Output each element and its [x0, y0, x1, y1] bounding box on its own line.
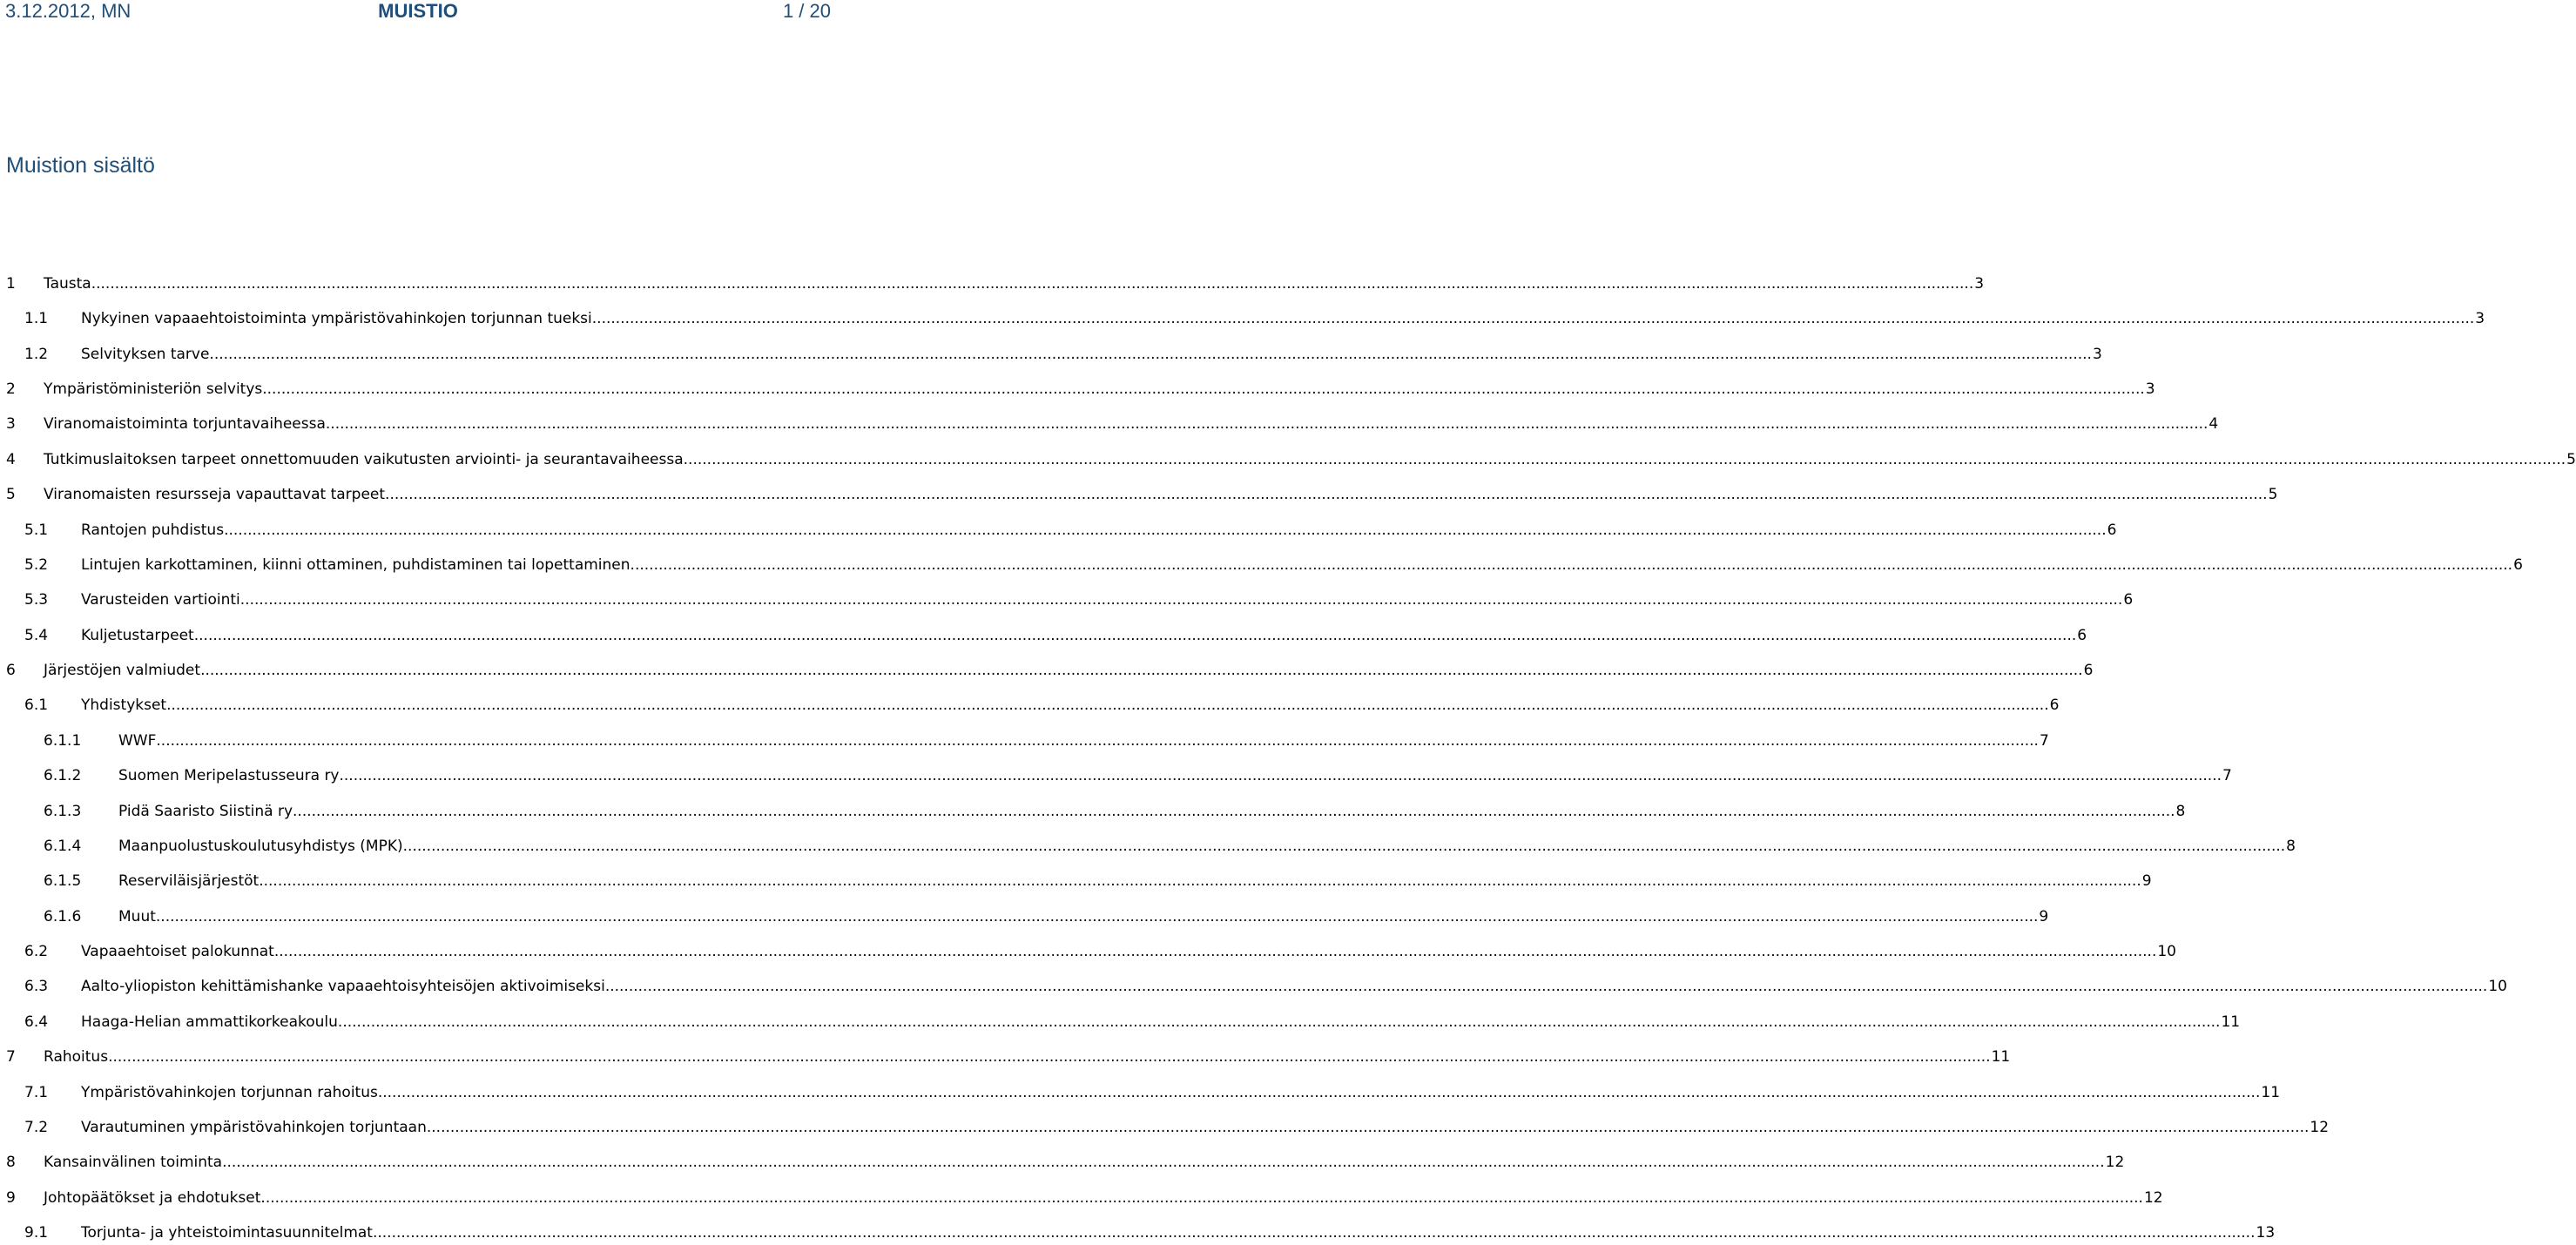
toc-entry[interactable]	[0, 1117, 2330, 1138]
toc-entry[interactable]	[0, 660, 2094, 681]
toc-entry-number: 6.2	[24, 943, 49, 960]
toc-entry-title: Suomen Meripelastusseura ry	[118, 767, 340, 784]
toc-entry-title: Tutkimuslaitoksen tarpeet onnettomuuden vaikutusten arviointi- ja seurantavaiheessa	[44, 451, 684, 468]
toc-entry-number: 6.1.1	[44, 732, 82, 750]
toc-entry-title: Tausta	[44, 275, 91, 293]
toc-entry-page: 8	[2175, 803, 2186, 820]
toc-entry-page: 11	[1991, 1048, 2011, 1066]
toc-entry[interactable]	[0, 589, 2134, 610]
toc-entry-page: 3	[1974, 275, 1985, 293]
toc-entry-title: Vapaaehtoiset palokunnat	[81, 943, 274, 960]
toc-entry[interactable]	[0, 730, 2049, 751]
toc-entry-page: 6	[2049, 697, 2060, 714]
toc-entry[interactable]	[0, 484, 2278, 505]
toc-dot-leader: ................................................................................................................................................................................................................................................................................................................................................................................................................	[372, 1224, 2256, 1242]
toc-entry-title: Viranomaistoiminta torjuntavaiheessa	[44, 415, 326, 433]
toc-dot-leader: ................................................................................................................................................................................................................................................................................................................................................................................................................	[426, 1119, 2310, 1136]
header-page-number: 1 / 20	[782, 0, 831, 22]
toc-entry[interactable]	[0, 1046, 2011, 1067]
toc-dot-leader: ................................................................................................................................................................................................................................................................................................................................................................................................................	[337, 1013, 2221, 1031]
toc-entry[interactable]	[0, 906, 2049, 927]
toc-entry-title: Nykyinen vapaaehtoistoiminta ympäristövahinkojen torjunnan tueksi	[81, 310, 592, 327]
toc-entry-number: 1	[6, 275, 16, 293]
toc-entry[interactable]	[0, 273, 1985, 294]
toc-entry-title: Pidä Saaristo Siistinä ry	[118, 803, 293, 820]
toc-entry-page: 9	[2039, 908, 2049, 925]
toc-entry[interactable]	[0, 344, 2102, 365]
toc-dot-leader: ................................................................................................................................................................................................................................................................................................................................................................................................................	[273, 943, 2157, 960]
toc-entry[interactable]	[0, 871, 2152, 892]
toc-entry-number: 4	[6, 451, 16, 468]
toc-entry-number: 6.3	[24, 978, 49, 995]
toc-entry[interactable]	[0, 308, 2485, 329]
toc-entry-number: 9.1	[24, 1224, 49, 1242]
toc-dot-leader: ................................................................................................................................................................................................................................................................................................................................................................................................................	[166, 697, 2049, 714]
toc-entry-title: WWF	[118, 732, 157, 750]
header-title: MUISTIO	[378, 0, 458, 22]
toc-entry-title: Ympäristöministeriön selvitys	[44, 380, 263, 398]
toc-entry-page: 12	[2310, 1119, 2330, 1136]
toc-entry-number: 5	[6, 486, 16, 503]
toc-entry-page: 9	[2141, 872, 2152, 890]
toc-entry-title: Reserviläisjärjestöt	[118, 872, 260, 890]
toc-dot-leader: ................................................................................................................................................................................................................................................................................................................................................................................................................	[293, 803, 2175, 820]
toc-dot-leader: ................................................................................................................................................................................................................................................................................................................................................................................................................	[402, 838, 2286, 855]
toc-dot-leader: ................................................................................................................................................................................................................................................................................................................................................................................................................	[630, 556, 2513, 574]
toc-entry-page: 3	[2145, 380, 2155, 398]
toc-entry-number: 2	[6, 380, 16, 398]
toc-dot-leader: ................................................................................................................................................................................................................................................................................................................................................................................................................	[683, 451, 2566, 468]
toc-entry-title: Varautuminen ympäristövahinkojen torjuntaan	[81, 1119, 427, 1136]
toc-dot-leader: ................................................................................................................................................................................................................................................................................................................................................................................................................	[108, 1048, 1991, 1066]
toc-entry-number: 3	[6, 415, 16, 433]
toc-entry-page: 6	[2123, 591, 2134, 609]
toc-entry-title: Torjunta- ja yhteistoimintasuunnitelmat	[81, 1224, 373, 1242]
toc-entry-number: 6.1.3	[44, 803, 82, 820]
toc-entry-page: 6	[2513, 556, 2523, 574]
toc-entry-number: 1.1	[24, 310, 49, 327]
toc-dot-leader: ................................................................................................................................................................................................................................................................................................................................................................................................................	[91, 275, 1974, 293]
toc-entry[interactable]	[0, 520, 2117, 541]
toc-entry-title: Lintujen karkottaminen, kiinni ottaminen, puhdistaminen tai lopettaminen	[81, 556, 631, 574]
toc-entry-page: 8	[2286, 838, 2296, 855]
toc-entry-number: 6	[6, 662, 16, 679]
toc-entry-page: 13	[2256, 1224, 2276, 1242]
toc-entry-page: 7	[2222, 767, 2232, 784]
toc-dot-leader: ................................................................................................................................................................................................................................................................................................................................................................................................................	[259, 872, 2141, 890]
toc-entry[interactable]	[0, 414, 2219, 434]
toc-entry-page: 6	[2083, 662, 2094, 679]
toc-entry[interactable]	[0, 1222, 2276, 1243]
toc-entry-number: 5.2	[24, 556, 49, 574]
toc-entry-title: Kuljetustarpeet	[81, 627, 194, 644]
toc-dot-leader: ................................................................................................................................................................................................................................................................................................................................................................................................................	[200, 662, 2083, 679]
toc-entry-number: 6.1.5	[44, 872, 82, 890]
toc-entry[interactable]	[0, 801, 2186, 822]
toc-dot-leader: ................................................................................................................................................................................................................................................................................................................................................................................................................	[260, 1189, 2143, 1207]
toc-dot-leader: ................................................................................................................................................................................................................................................................................................................................................................................................................	[224, 522, 2107, 539]
toc-dot-leader: ................................................................................................................................................................................................................................................................................................................................................................................................................	[239, 591, 2123, 609]
toc-entry[interactable]	[0, 555, 2523, 575]
toc-entry-page: 6	[2107, 522, 2117, 539]
toc-dot-leader: ................................................................................................................................................................................................................................................................................................................................................................................................................	[156, 732, 2039, 750]
toc-entry[interactable]	[0, 449, 2576, 470]
toc-dot-leader: ................................................................................................................................................................................................................................................................................................................................................................................................................	[222, 1154, 2105, 1171]
toc-entry[interactable]	[0, 1188, 2163, 1208]
toc-entry-page: 11	[2221, 1013, 2241, 1031]
toc-entry[interactable]	[0, 1082, 2281, 1103]
toc-entry-page: 12	[2143, 1189, 2163, 1207]
toc-entry-number: 7.1	[24, 1084, 49, 1101]
toc-entry[interactable]	[0, 379, 2155, 400]
toc-entry-number: 6.4	[24, 1013, 49, 1031]
toc-entry-title: Haaga-Helian ammattikorkeakoulu	[81, 1013, 338, 1031]
toc-entry-page: 5	[2566, 451, 2576, 468]
header-date: 3.12.2012, MN	[5, 0, 131, 22]
toc-dot-leader: ................................................................................................................................................................................................................................................................................................................................................................................................................	[155, 908, 2039, 925]
toc-entry-title: Yhdistykset	[81, 697, 167, 714]
toc-entry-number: 7	[6, 1048, 16, 1066]
toc-entry-title: Maanpuolustuskoulutusyhdistys (MPK)	[118, 838, 403, 855]
toc-entry-page: 5	[2268, 486, 2278, 503]
toc-entry-title: Rahoitus	[44, 1048, 109, 1066]
toc-entry-number: 9	[6, 1189, 16, 1207]
toc-entry-title: Aalto-yliopiston kehittämishanke vapaaehtoisyhteisöjen aktivoimiseksi	[81, 978, 605, 995]
toc-entry-page: 3	[2092, 346, 2102, 363]
toc-entry-title: Kansainvälinen toiminta	[44, 1154, 223, 1171]
toc-entry-number: 1.2	[24, 346, 49, 363]
toc-dot-leader: ................................................................................................................................................................................................................................................................................................................................................................................................................	[604, 978, 2488, 995]
toc-dot-leader: ................................................................................................................................................................................................................................................................................................................................................................................................................	[339, 767, 2222, 784]
toc-entry-page: 10	[2488, 978, 2507, 995]
toc-entry[interactable]	[0, 765, 2232, 786]
toc-entry-title: Varusteiden vartiointi	[81, 591, 240, 609]
toc-entry-number: 6.1	[24, 697, 49, 714]
toc-entry-number: 6.1.6	[44, 908, 82, 925]
toc-entry-page: 6	[2077, 627, 2087, 644]
toc-entry-number: 5.1	[24, 522, 49, 539]
toc-entry-title: Selvityksen tarve	[81, 346, 210, 363]
toc-entry-title: Järjestöjen valmiudet	[44, 662, 201, 679]
toc-entry[interactable]	[0, 836, 2296, 857]
toc-dot-leader: ................................................................................................................................................................................................................................................................................................................................................................................................................	[591, 310, 2475, 327]
document-title: Muistion sisältö	[6, 153, 155, 178]
toc-entry[interactable]	[0, 1152, 2125, 1173]
toc-entry-number: 5.3	[24, 591, 49, 609]
toc-entry-title: Rantojen puhdistus	[81, 522, 225, 539]
toc-dot-leader: ................................................................................................................................................................................................................................................................................................................................................................................................................	[385, 486, 2268, 503]
toc-entry-page: 7	[2039, 732, 2049, 750]
toc-entry[interactable]	[0, 941, 2176, 962]
toc-entry-title: Muut	[118, 908, 156, 925]
toc-dot-leader: ................................................................................................................................................................................................................................................................................................................................................................................................................	[262, 380, 2145, 398]
toc-entry-page: 12	[2105, 1154, 2125, 1171]
toc-entry-page: 10	[2157, 943, 2176, 960]
toc-entry-number: 6.1.4	[44, 838, 82, 855]
toc-entry-page: 4	[2208, 415, 2219, 433]
toc-entry-number: 8	[6, 1154, 16, 1171]
toc-dot-leader: ................................................................................................................................................................................................................................................................................................................................................................................................................	[193, 627, 2077, 644]
toc-entry[interactable]	[0, 625, 2087, 646]
toc-entry-page: 3	[2475, 310, 2485, 327]
toc-entry-page: 11	[2261, 1084, 2281, 1101]
toc-entry-title: Ympäristövahinkojen torjunnan rahoitus	[81, 1084, 378, 1101]
toc-dot-leader: ................................................................................................................................................................................................................................................................................................................................................................................................................	[209, 346, 2092, 363]
toc-entry[interactable]	[0, 976, 2507, 997]
toc-entry[interactable]	[0, 695, 2060, 716]
toc-entry-number: 6.1.2	[44, 767, 82, 784]
toc-entry-number: 5.4	[24, 627, 49, 644]
toc-entry-title: Johtopäätökset ja ehdotukset	[44, 1189, 261, 1207]
toc-dot-leader: ................................................................................................................................................................................................................................................................................................................................................................................................................	[325, 415, 2208, 433]
toc-entry-number: 7.2	[24, 1119, 49, 1136]
toc-entry-title: Viranomaisten resursseja vapauttavat tarpeet	[44, 486, 386, 503]
toc-entry[interactable]	[0, 1012, 2241, 1033]
toc-dot-leader: ................................................................................................................................................................................................................................................................................................................................................................................................................	[377, 1084, 2261, 1101]
